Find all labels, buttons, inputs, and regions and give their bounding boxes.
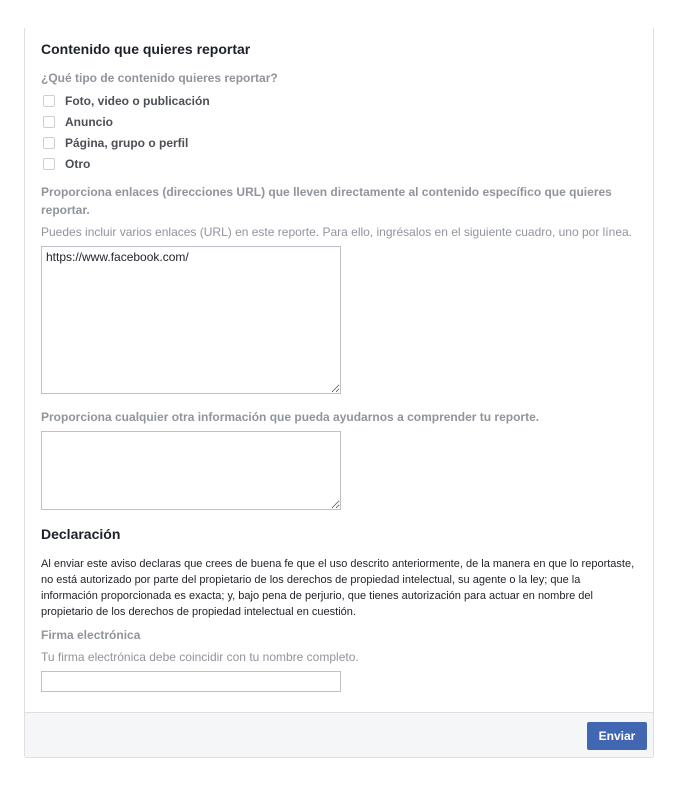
option-other-label[interactable]: Otro — [65, 157, 91, 171]
signature-label: Firma electrónica — [41, 628, 141, 642]
signature-help-text: Tu firma electrónica debe coincidir con tu nombre completo. — [41, 650, 359, 664]
option-ad-checkbox[interactable] — [43, 116, 55, 128]
option-photo-video-post[interactable] — [43, 93, 210, 109]
other-info-label: Proporciona cualquier otra información que pueda ayudarnos a comprender tu reporte. — [41, 410, 540, 424]
form-footer — [25, 712, 653, 757]
submit-button[interactable]: Enviar — [587, 722, 647, 750]
option-ad-label[interactable]: Anuncio — [65, 115, 113, 129]
option-photo-video-post-label[interactable]: Foto, video o publicación — [65, 94, 210, 108]
declaration-text: Al enviar este aviso declaras que crees de buena fe que el uso descrito anteriormente, de la manera en que lo reportaste, no está autorizado por parte del propietario de los derechos de propiedad intelectual, su agente o la ley; que la información proporcionada es exacta; y, bajo pena de perjurio, que tienes autorización para actuar en nombre del propietario de los derechos de propiedad intelectual en cuestión. — [41, 558, 635, 618]
links-textarea[interactable] — [41, 246, 341, 394]
links-help-text: Puedes incluir varios enlaces (URL) en este reporte. Para ello, ingrésalos en el siguiente cuadro, uno por línea. — [41, 225, 632, 239]
report-section-title: Contenido que quieres reportar — [41, 41, 251, 57]
option-ad[interactable] — [43, 114, 113, 130]
links-label: Proporciona enlaces (direcciones URL) que lleven directamente al contenido específico que quieres reportar. — [41, 185, 612, 217]
other-info-textarea[interactable] — [41, 431, 341, 510]
signature-input[interactable] — [41, 671, 341, 692]
option-page-group-profile-label[interactable]: Página, grupo o perfil — [65, 136, 189, 150]
option-page-group-profile[interactable] — [43, 135, 188, 151]
option-page-group-profile-checkbox[interactable] — [43, 137, 55, 149]
option-photo-video-post-checkbox[interactable] — [43, 95, 55, 107]
option-other[interactable] — [43, 156, 90, 172]
declaration-section-title: Declaración — [41, 526, 121, 542]
content-type-question: ¿Qué tipo de contenido quieres reportar? — [41, 71, 278, 85]
option-other-checkbox[interactable] — [43, 158, 55, 170]
report-form-card — [24, 28, 654, 758]
